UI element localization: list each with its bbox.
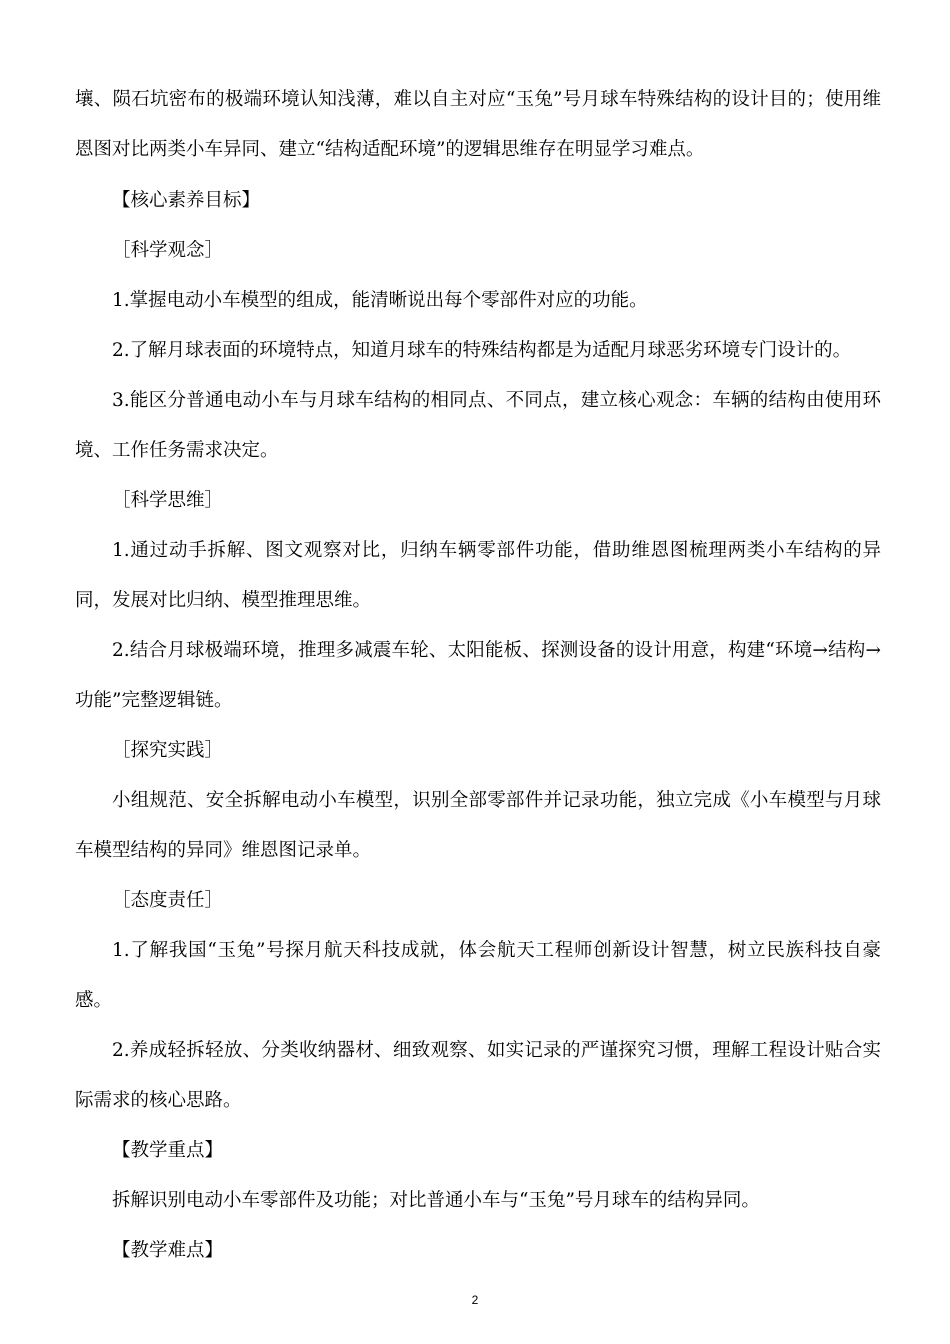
sci-concept-item-1: 1.掌握电动小车模型的组成，能清晰说出每个零部件对应的功能。 xyxy=(112,290,648,311)
sci-concept-item-3: 3.能区分普通电动小车与月球车结构的相同点、不同点，建立核心观念：车辆的结构由使用环境、工作任务需求决定。 xyxy=(75,390,881,461)
sci-thinking-item-2: 2.结合月球极端环境，推理多减震车轮、太阳能板、探测设备的设计用意，构建“环境→结构→功能”完整逻辑链。 xyxy=(75,640,881,711)
difficulty-heading: 【教学难点】 xyxy=(112,1240,224,1261)
key-point-text: 拆解识别电动小车零部件及功能；对比普通小车与“玉兔”号月球车的结构异同。 xyxy=(112,1190,760,1211)
attitude-item-1: 1.了解我国“玉兔”号探月航天科技成就，体会航天工程师创新设计智慧，树立民族科技自豪感。 xyxy=(75,940,881,1011)
page-number: 2 xyxy=(471,1293,479,1307)
sci-concept-item-2: 2.了解月球表面的环境特点，知道月球车的特殊结构都是为适配月球恶劣环境专门设计的。 xyxy=(112,340,852,361)
sci-thinking-item-1: 1.通过动手拆解、图文观察对比，归纳车辆零部件功能，借助维恩图梳理两类小车结构的异同，发展对比归纳、模型推理思维。 xyxy=(75,540,881,611)
key-point-heading: 【教学重点】 xyxy=(112,1140,224,1161)
practice-heading: ［探究实践］ xyxy=(112,740,224,761)
practice-text: 小组规范、安全拆解电动小车模型，识别全部零部件并记录功能，独立完成《小车模型与月球车模型结构的异同》维恩图记录单。 xyxy=(75,790,881,861)
sci-thinking-heading: ［科学思维］ xyxy=(112,490,224,511)
attitude-heading: ［态度责任］ xyxy=(112,890,224,911)
core-goal-heading: 【核心素养目标】 xyxy=(112,190,261,211)
attitude-item-2: 2.养成轻拆轻放、分类收纳器材、细致观察、如实记录的严谨探究习惯，理解工程设计贴合实际需求的核心思路。 xyxy=(75,1040,881,1111)
intro-paragraph: 壤、陨石坑密布的极端环境认知浅薄，难以自主对应“玉兔”号月球车特殊结构的设计目的；使用维恩图对比两类小车异同、建立“结构适配环境”的逻辑思维存在明显学习难点。 xyxy=(75,89,881,160)
sci-concept-heading: ［科学观念］ xyxy=(112,240,224,261)
